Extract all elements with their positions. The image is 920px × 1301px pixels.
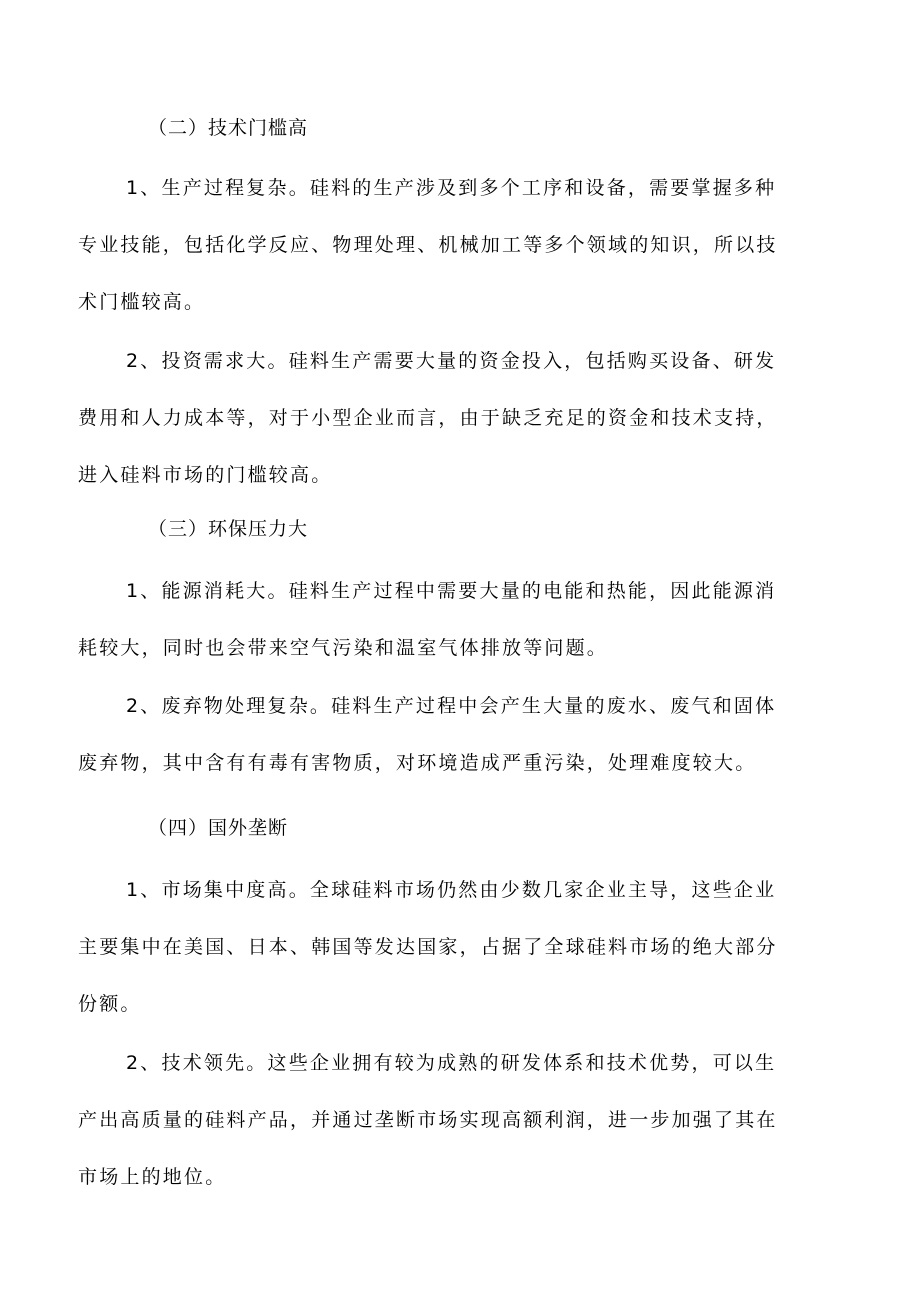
paragraph-line: 1、生产过程复杂。硅料的生产涉及到多个工序和设备，需要掌握多种 [126, 177, 777, 199]
paragraph-line: 份额。 [78, 993, 142, 1015]
paragraph-line: 耗较大，同时也会带来空气污染和温室气体排放等问题。 [78, 637, 609, 659]
paragraph-line: 2、废弃物处理复杂。硅料生产过程中会产生大量的废水、废气和固体 [126, 695, 777, 717]
section-heading: （三）环保压力大 [148, 518, 309, 540]
paragraph-line: 废弃物，其中含有有毒有害物质，对环境造成严重污染，处理难度较大。 [78, 752, 757, 774]
paragraph [78, 160, 846, 331]
paragraph-line: 术门槛较高。 [78, 291, 206, 313]
paragraph-line: 费用和人力成本等，对于小型企业而言，由于缺乏充足的资金和技术支持， [78, 407, 778, 429]
paragraph [78, 1035, 846, 1206]
paragraph-line: 产出高质量的硅料产品，并通过垄断市场实现高额利润，进一步加强了其在 [78, 1109, 778, 1131]
paragraph [78, 862, 846, 1033]
paragraph-line: 市场上的地位。 [78, 1166, 227, 1188]
paragraph-line: 1、市场集中度高。全球硅料市场仍然由少数几家企业主导，这些企业 [126, 879, 777, 901]
section-heading: （二）技术门槛高 [148, 117, 309, 139]
paragraph-line: 1、能源消耗大。硅料生产过程中需要大量的电能和热能，因此能源消 [126, 580, 777, 602]
paragraph-line: 进入硅料市场的门槛较高。 [78, 464, 333, 486]
paragraph-line: 专业技能，包括化学反应、物理处理、机械加工等多个领域的知识，所以技 [78, 234, 778, 256]
paragraph-line: 主要集中在美国、日本、韩国等发达国家，占据了全球硅料市场的绝大部分 [78, 936, 778, 958]
paragraph-line: 2、投资需求大。硅料生产需要大量的资金投入，包括购买设备、研发 [126, 350, 777, 372]
paragraph [78, 333, 846, 504]
paragraph-line: 2、技术领先。这些企业拥有较为成熟的研发体系和技术优势，可以生 [126, 1052, 777, 1074]
paragraph [78, 678, 846, 792]
section-heading: （四）国外垄断 [148, 817, 289, 839]
paragraph [78, 563, 846, 677]
